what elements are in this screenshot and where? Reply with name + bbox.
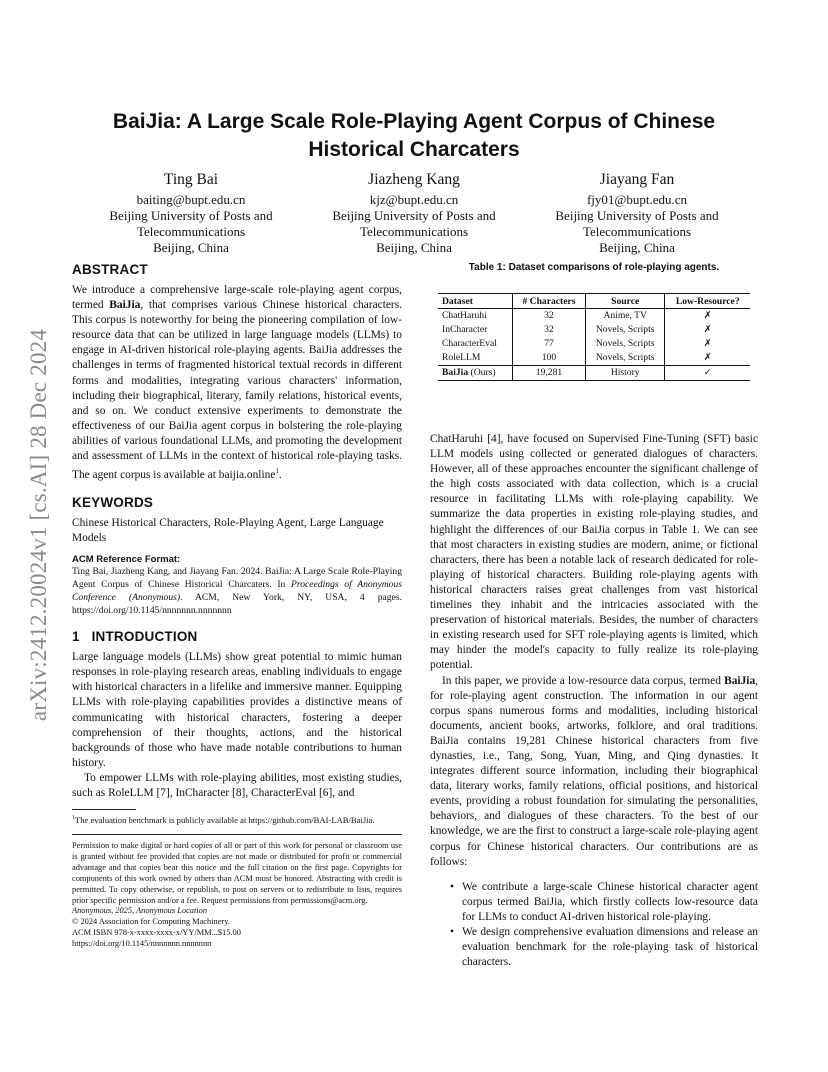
author-affiliation-cont: Telecommunications — [359, 224, 469, 239]
left-column — [72, 262, 402, 950]
abstract-text — [72, 283, 402, 483]
table-cell: ChatHaruhi — [442, 309, 487, 321]
table-cell: ✗ — [665, 337, 750, 351]
table-cell: ✗ — [665, 323, 750, 337]
table-header-row — [438, 294, 750, 309]
list-item — [452, 880, 758, 925]
keywords-heading: KEYWORDS — [72, 495, 154, 511]
arxiv-id-text: arXiv:2412.20024v1 [cs.AI] 28 Dec 2024 — [26, 328, 52, 722]
table-cell: RoleLLM — [442, 351, 481, 363]
arxiv-identifier-stamp — [14, 290, 64, 760]
right-paragraph-2 — [430, 674, 758, 870]
table-cell: 19,281 — [513, 366, 586, 381]
table-cell: ✗ — [665, 309, 750, 324]
table-cell: History — [585, 366, 665, 381]
abstract-text-end: . — [278, 468, 282, 481]
abstract-text-start: We introduce a comprehensive large-scale role-playing agent corpus, termed — [72, 284, 402, 312]
table-row-ours — [438, 366, 750, 381]
title-line-2: Historical Charcaters — [308, 138, 520, 161]
table-header-cell: Source — [585, 294, 665, 309]
footnote-marker[interactable]: 1 — [275, 467, 279, 476]
table-header-cell: # Characters — [513, 294, 586, 309]
abstract-corpus-name: BaiJia — [109, 299, 141, 312]
list-item — [452, 925, 758, 970]
table-cell: InCharacter — [442, 323, 488, 335]
copyright-notice: © 2024 Association for Computing Machinery. — [72, 917, 230, 927]
author-3 — [526, 170, 748, 256]
footnote-number: 1 — [72, 815, 75, 822]
acm-reference-publisher: . ACM, New York, NY, USA, 4 pages. https://doi.org/10.1145/nnnnnnn.nnnnnnn — [72, 592, 402, 617]
table-cell: Novels, Scripts — [585, 351, 665, 366]
conference-info: Anonymous, 2025, Anonymous Location — [72, 906, 208, 916]
table-cell: 100 — [513, 351, 586, 366]
right-paragraph-1: ChatHaruhi [4], have focused on Supervised Fine-Tuning (SFT) basic LLM models using collected or generated dialogues of characters. However, all of these approaches encounter the significant challenge of the high costs associated with data collection, which is a crucial resource in facilitating LLMs with role-playing capability. We summarize the data properties in existing role-playing studies, and highlight the differences of our BaiJia corpus in Table 1. We can see that most characters in existing studies are modern, anime, or fictional characters, there has been a notable lack of research dedicated for role-playing of historical characters. Building role-playing agents with historical characters raises great challenges from vast historical timelines they inhabit and the intricacies associated with the preservation of historical materials. Besides, the number of characters in existing research used for SFT role-playing agents is limited, which may hinder the model's capacity to fully realize its role-playing potential. — [430, 433, 758, 672]
section-number: 1 — [72, 629, 80, 645]
ours-label: (Ours) — [468, 366, 496, 378]
author-affiliation: Beijing University of Posts and — [555, 208, 719, 223]
author-affiliation-cont: Telecommunications — [136, 224, 246, 239]
acm-reference-authors: Ting Bai, Jiazheng Kang, and Jiayang Fan. 2024. BaiJia: A Large Scale Role-Playing Agent Corpus of Chinese Historical Charcaters. In — [72, 566, 402, 591]
table-row — [438, 309, 750, 324]
author-affiliation: Beijing University of Posts and — [332, 208, 496, 223]
author-block — [80, 170, 748, 256]
abstract-heading: ABSTRACT — [72, 262, 148, 277]
right-column — [430, 262, 758, 970]
bullet-icon: • — [450, 926, 454, 938]
doi-link[interactable]: https://doi.org/10.1145/nnnnnnn.nnnnnnn — [72, 939, 212, 949]
intro-paragraph-2: To empower LLMs with role-playing abilities, most existing studies, such as RoleLLM [7], InCharacter [8], CharacterEval [6], and — [72, 771, 402, 800]
author-location: Beijing, China — [153, 240, 229, 255]
table-cell: ✗ — [665, 351, 750, 366]
dataset-comparison-table — [438, 293, 750, 381]
author-1 — [80, 170, 302, 256]
table-cell: Anime, TV — [585, 309, 665, 324]
author-location: Beijing, China — [599, 240, 675, 255]
acm-reference-heading: ACM Reference Format: — [72, 554, 181, 566]
footnote-1 — [72, 812, 402, 826]
table-cell: ✓ — [665, 366, 750, 381]
corpus-name: BaiJia — [442, 366, 469, 378]
list-item-text: We contribute a large-scale Chinese historical character agent corpus termed BaiJia, which firstly collects low-resource data for LLMs to conduct AI-driven historical role-playing. — [462, 880, 758, 923]
table-row — [438, 337, 750, 351]
isbn: ACM ISBN 978-x-xxxx-xxxx-x/YY/MM...$15.00 — [72, 928, 241, 938]
table-cell: Novels, Scripts — [585, 337, 665, 351]
table-caption: Table 1: Dataset comparisons of role-playing agents. — [468, 262, 720, 273]
author-name: Jiazheng Kang — [368, 171, 460, 188]
intro-paragraph-1: Large language models (LLMs) show great potential to mimic human responses in role-playing research areas, enabling individuals to engage with historical characters in a lifelike and immersive manner. Equipping LLMs with role-playing capabilities provides a distinctive means of communicating with historical characters, fostering a deeper comprehension of their thoughts, actions, and the historical backgrounds of those who have made notable contributions to human history. — [72, 651, 402, 769]
paragraph-body: , for role-playing agent construction. The information in our agent corpus spans numerous forms and modalities, including historical documents, ancient books, artworks, folklore, and oral traditions. BaiJia contains 19,281 Chinese historical characters from five dynasties, i.e., Tang, Song, Yuan, Ming, and Qing dynasties. It integrates different source information, including their biographical data, literary works, family relations, official positions, and historical events, providing a robust foundation for simulating the personalities, behaviors, and dialogues of these characters. To the best of our knowledge, we are the first to construct a large-scale role-playing agent corpus for Chinese historical characters. Our contributions are as follows: — [430, 674, 758, 868]
corpus-name-bold: BaiJia — [724, 674, 756, 687]
title-line-1: BaiJia: A Large Scale Role-Playing Agent Corpus of Chinese — [112, 110, 716, 133]
author-affiliation: Beijing University of Posts and — [109, 208, 273, 223]
author-name: Ting Bai — [163, 171, 219, 188]
bullet-icon: • — [450, 880, 454, 893]
table-cell: CharacterEval — [442, 337, 497, 349]
author-email[interactable]: fjy01@bupt.edu.cn — [586, 192, 688, 207]
acm-reference-text — [72, 565, 402, 617]
introduction-heading — [72, 629, 402, 644]
table-row — [438, 351, 750, 366]
table-cell: 32 — [513, 323, 586, 337]
section-title: INTRODUCTION — [91, 629, 198, 645]
permission-block — [72, 841, 402, 950]
table-row — [438, 323, 750, 337]
table-cell: Novels, Scripts — [585, 323, 665, 337]
footnote-text: The evaluation benchmark is publicly available at https://github.com/BAI-LAB/BaiJia. — [75, 815, 375, 825]
keywords-text: Chinese Historical Characters, Role-Playing Agent, Large Language Models — [72, 517, 384, 545]
footnote-rule — [72, 809, 136, 810]
author-affiliation-cont: Telecommunications — [582, 224, 692, 239]
table-cell: 77 — [513, 337, 586, 351]
table-header-cell: Low-Resource? — [665, 294, 750, 309]
acm-reference-venue: Proceedings of Anonymous Conference (Anonymous) — [72, 579, 402, 604]
table-cell: 32 — [513, 309, 586, 324]
permission-rule — [72, 834, 402, 835]
list-item-text: We design comprehensive evaluation dimensions and release an evaluation benchmark for the role-playing task of historical characters. — [462, 926, 758, 969]
author-2 — [303, 170, 525, 256]
abstract-text-body: , that comprises various Chinese historical characters. This corpus is noteworthy for being the pioneering compilation of low-resource data that can be utilized in large language models (LLMs) to engage in AI-driven historical role-playing agents. BaiJia addresses the challenges in terms of fragmented historical textual records in different forms and modalities, integrating various characters' information, including their biographical, literary, family relations, historical events, and so on. We conduct extensive experiments to demonstrate the effectiveness of our BaiJia agent corpus in bolstering the role-playing abilities of various foundational LLMs, and promoting the development and assessment of LLMs in the context of historical role-playing tasks. The agent corpus is available at baijia.online — [72, 299, 402, 481]
permission-text: Permission to make digital or hard copies of all or part of this work for personal or classroom use is granted without fee provided that copies are not made or distributed for profit or commercial advantage and that copies bear this notice and the full citation on the first page. Copyrights for components of this work owned by others than ACM must be honored. Abstracting with credit is permitted. To copy otherwise, or republish, to post on servers or to redistribute to lists, requires prior specific permission and/or a fee. Request permissions from permissions@acm.org. — [72, 841, 402, 905]
author-email[interactable]: baiting@bupt.edu.cn — [136, 192, 246, 207]
author-email[interactable]: kjz@bupt.edu.cn — [369, 192, 459, 207]
table-header-cell: Dataset — [438, 294, 513, 309]
table-cell — [438, 366, 513, 381]
paper-title — [80, 108, 748, 164]
paragraph-start: In this paper, we provide a low-resource data corpus, termed — [442, 674, 721, 687]
author-name: Jiayang Fan — [599, 171, 675, 188]
contributions-list — [430, 880, 758, 971]
author-location: Beijing, China — [376, 240, 452, 255]
